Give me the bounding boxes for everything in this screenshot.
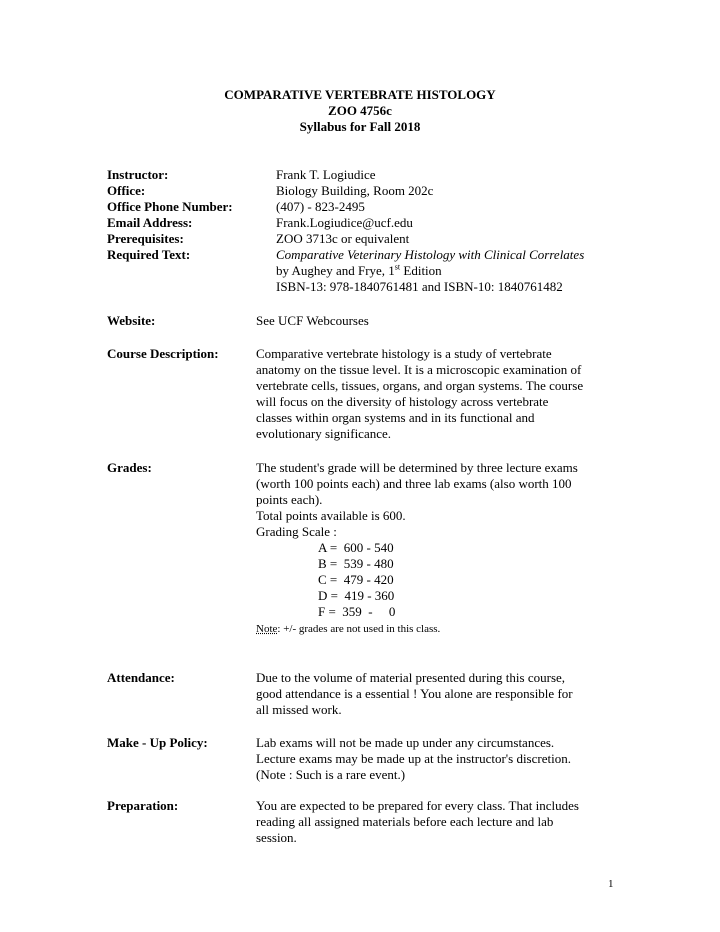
page-number: 1 xyxy=(608,878,614,890)
instructor-label: Instructor: xyxy=(107,167,169,182)
grades-line: The student's grade will be determined by three lecture exams xyxy=(256,460,578,475)
makeup-line: (Note : Such is a rare event.) xyxy=(256,767,406,782)
grades-line: (worth 100 points each) and three lab exams (also worth 100 xyxy=(256,476,572,491)
phone-value: (407) - 823-2495 xyxy=(276,199,365,214)
syllabus-term: Syllabus for Fall 2018 xyxy=(299,119,421,134)
phone-label: Office Phone Number: xyxy=(107,199,233,214)
grade-scale-f: F = 359 - 0 xyxy=(318,604,396,619)
email-label: Email Address: xyxy=(107,215,193,230)
grade-scale-d: D = 419 - 360 xyxy=(318,588,395,603)
grade-scale-c: C = 479 - 420 xyxy=(318,572,394,587)
required-text-label: Required Text: xyxy=(107,247,191,262)
attendance-line: good attendance is a essential ! You alone are responsible for xyxy=(256,686,573,701)
edition-superscript: st xyxy=(394,262,401,272)
edition-text: Edition xyxy=(400,263,442,278)
office-value: Biology Building, Room 202c xyxy=(276,183,434,198)
makeup-line: Lab exams will not be made up under any circumstances. xyxy=(256,735,555,750)
course-title: COMPARATIVE VERTEBRATE HISTOLOGY xyxy=(224,87,496,102)
course-code: ZOO 4756c xyxy=(328,103,392,118)
makeup-label: Make - Up Policy: xyxy=(107,735,208,750)
instructor-value: Frank T. Logiudice xyxy=(276,167,376,182)
email-value: Frank.Logiudice@ucf.edu xyxy=(276,215,413,230)
grades-line: Total points available is 600. xyxy=(256,508,406,523)
required-text-isbn: ISBN-13: 978-1840761481 and ISBN-10: 1840761482 xyxy=(276,279,563,294)
attendance-line: Due to the volume of material presented during this course, xyxy=(256,670,566,685)
makeup-line: Lecture exams may be made up at the instructor's discretion. xyxy=(256,751,571,766)
description-line: vertebrate cells, tissues, organs, and organ systems. The course xyxy=(256,378,584,393)
office-label: Office: xyxy=(107,183,146,198)
description-line: Comparative vertebrate histology is a study of vertebrate xyxy=(256,346,552,361)
attendance-label: Attendance: xyxy=(107,670,175,685)
grades-line: Grading Scale : xyxy=(256,524,337,539)
preparation-line: session. xyxy=(256,830,297,845)
website-label: Website: xyxy=(107,313,156,328)
preparation-line: reading all assigned materials before each lecture and lab xyxy=(256,814,554,829)
prerequisites-label: Prerequisites: xyxy=(107,231,184,246)
grade-scale-a: A = 600 - 540 xyxy=(318,540,394,555)
required-text-authors xyxy=(276,263,442,279)
grades-label: Grades: xyxy=(107,460,152,475)
note-prefix: Note xyxy=(256,623,278,635)
description-line: anatomy on the tissue level. It is a microscopic examination of xyxy=(256,362,582,377)
grade-scale-b: B = 539 - 480 xyxy=(318,556,394,571)
grades-line: points each). xyxy=(256,492,323,507)
description-line: evolutionary significance. xyxy=(256,426,392,441)
attendance-line: all missed work. xyxy=(256,702,342,717)
note-text: : +/- grades are not used in this class. xyxy=(277,623,441,635)
website-value: See UCF Webcourses xyxy=(256,313,369,328)
prerequisites-value: ZOO 3713c or equivalent xyxy=(276,231,410,246)
description-line: will focus on the diversity of histology across vertebrate xyxy=(256,394,549,409)
preparation-line: You are expected to be prepared for every class. That includes xyxy=(256,798,579,813)
description-line: classes within organ systems and in its functional and xyxy=(256,410,535,425)
authors-text: by Aughey and Frye, 1 xyxy=(276,263,395,278)
preparation-label: Preparation: xyxy=(107,798,179,813)
grades-note xyxy=(256,622,440,636)
description-label: Course Description: xyxy=(107,346,219,361)
required-text-title: Comparative Veterinary Histology with Clinical Correlates xyxy=(276,247,585,262)
